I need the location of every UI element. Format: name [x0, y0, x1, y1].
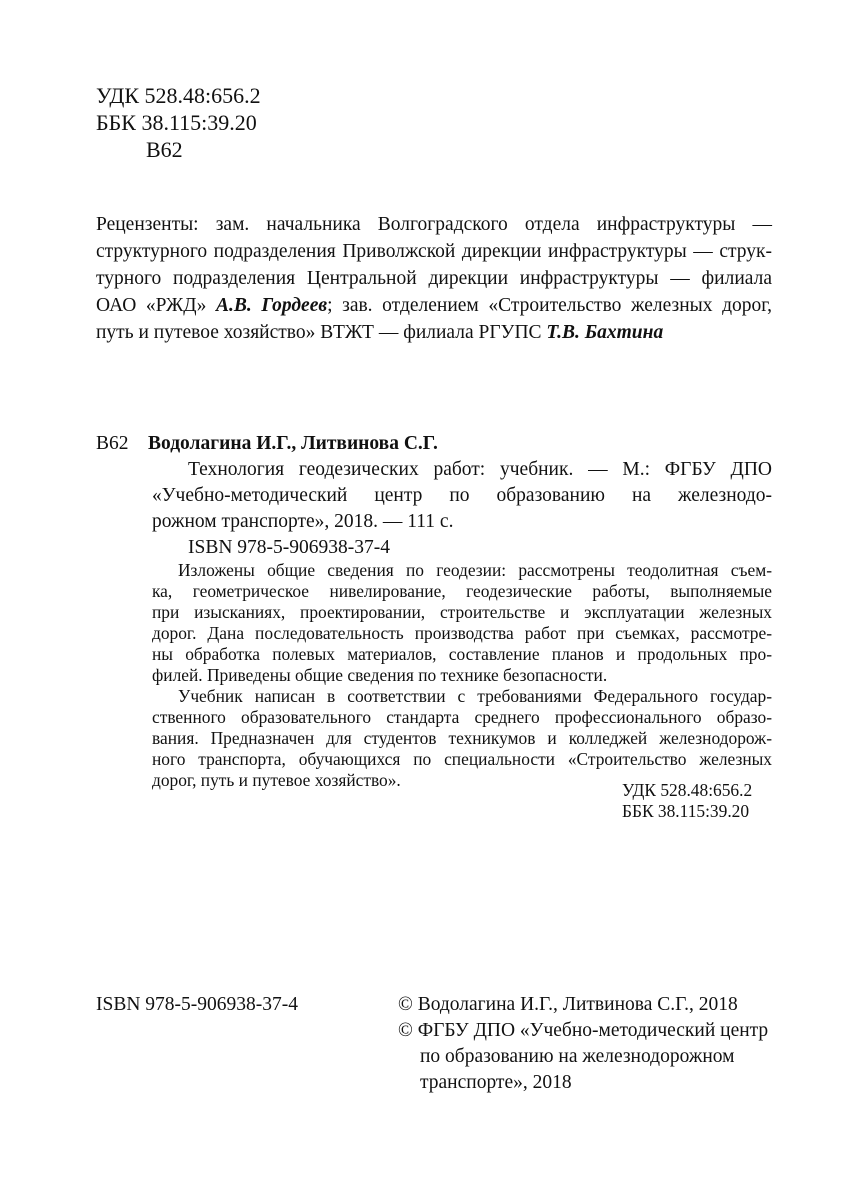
copyright-authors: © Водолагина И.Г., Литвинова С.Г., 2018	[398, 994, 738, 1015]
annotation-line: филей. Приведены общие сведения по технике безопасности.	[152, 665, 608, 685]
udk-code: УДК 528.48:656.2	[96, 83, 261, 108]
bbk-code: ББК 38.115:39.20	[622, 801, 750, 821]
reviewers-line: структурного подразделения Приволжской дирекции инфраструктуры — струк-	[96, 241, 772, 262]
annotation	[152, 560, 772, 791]
copyright-publisher-cont: транспорте», 2018	[420, 1072, 572, 1093]
card-isbn: ISBN 978-5-906938-37-4	[188, 537, 391, 558]
biblio-line: рожном транспорте», 2018. — 111 с.	[152, 511, 454, 532]
reviewer-name: Т.В. Бахтина	[546, 322, 664, 343]
isbn: ISBN 978-5-906938-37-4	[96, 994, 299, 1015]
biblio-line: Технология геодезических работ: учебник. — М.: ФГБУ ДПО	[188, 459, 772, 480]
author-mark: В62	[146, 137, 183, 162]
bbk-code: ББК 38.115:39.20	[96, 110, 257, 135]
annotation-line: Учебник написан в соответствии с требованиями Федерального государ-	[178, 686, 772, 706]
annotation-line: дорог. Дана последовательность производства работ при съемках, рассмотре-	[152, 623, 772, 643]
reviewer-name: А.В. Гордеев	[215, 295, 328, 316]
annotation-codes	[622, 780, 772, 822]
reviewers-line: турного подразделения Центральной дирекции инфраструктуры — филиала	[96, 268, 772, 289]
annotation-line: вания. Предназначен для студентов техникумов и колледжей железнодорож-	[152, 728, 772, 748]
copyright-publisher: © ФГБУ ДПО «Учебно-методический центр	[398, 1020, 769, 1041]
copyright-block	[398, 992, 778, 1096]
reviewers-text: путь и путевое хозяйство» ВТЖТ — филиала РГУПС	[96, 322, 547, 343]
reviewers-block	[96, 211, 772, 346]
annotation-line: Изложены общие сведения по геодезии: рассмотрены теодолитная съем-	[178, 560, 772, 580]
classification-codes	[96, 82, 261, 163]
reviewers-text: ; зав. отделением «Строительство железных дорог,	[327, 295, 772, 316]
annotation-line: ного транспорта, обучающихся по специальности «Строительство железных	[152, 749, 772, 769]
card-authors: Водолагина И.Г., Литвинова С.Г.	[148, 433, 438, 454]
annotation-line: дорог, путь и путевое хозяйство».	[152, 770, 401, 790]
card-code: В62	[96, 433, 129, 454]
annotation-line: ственного образовательного стандарта среднего профессионального образо-	[152, 707, 772, 727]
reviewers-line	[96, 292, 772, 319]
reviewers-line: Рецензенты: зам. начальника Волгоградского отдела инфраструктуры —	[96, 214, 772, 235]
annotation-line: ны обработка полевых материалов, составление планов и продольных про-	[152, 644, 772, 664]
catalog-card-header	[96, 430, 776, 457]
copyright-publisher-cont: по образованию на железнодорожном	[420, 1046, 735, 1067]
udk-code: УДК 528.48:656.2	[622, 780, 753, 800]
reviewers-line	[96, 319, 772, 346]
annotation-line: при изысканиях, проектировании, строительстве и эксплуатации железных	[152, 602, 772, 622]
biblio-line: «Учебно-методический центр по образованию на железнодо-	[152, 485, 772, 506]
reviewers-text: ОАО «РЖД»	[96, 295, 216, 316]
bibliographic-description	[152, 457, 772, 561]
annotation-line: ка, геометрическое нивелирование, геодезические работы, выполняемые	[152, 581, 772, 601]
